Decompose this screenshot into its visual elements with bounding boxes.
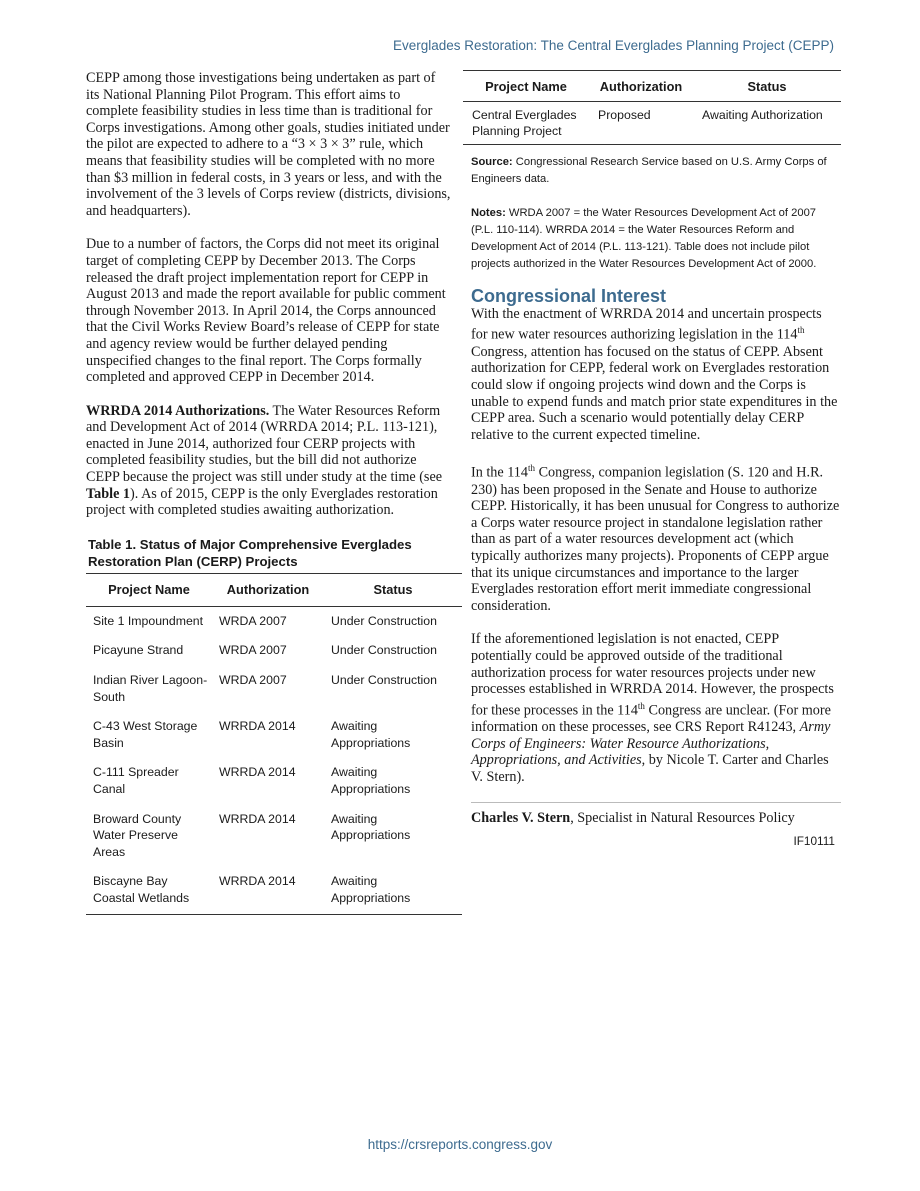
table-cell: WRDA 2007 bbox=[219, 673, 287, 688]
note-text: Congressional Research Service based on U.S. Army Corps of Engineers data. bbox=[471, 155, 827, 185]
table-cell: Biscayne Bay Coastal Wetlands bbox=[86, 867, 212, 914]
footer-url-link[interactable]: https://crsreports.congress.gov bbox=[367, 1137, 553, 1152]
table-cell: Proposed bbox=[589, 102, 693, 145]
table-cell: Awaiting Appropriations bbox=[324, 867, 462, 914]
author-title: , Specialist in Natural Resources Policy bbox=[570, 810, 795, 827]
table-cell: WRRDA 2014 bbox=[219, 811, 296, 826]
author-line bbox=[471, 802, 841, 827]
paragraph-text: The Water Resources Reform and Development Act of 2014 (WRRDA 2014; P.L. 113-121), enacted in June 2014, authorized four CERP projects with completed feasibility studies, but the bill did not authorize CEPP because the project was still under study at the time (see bbox=[86, 402, 443, 486]
column-header: Authorization bbox=[212, 573, 324, 606]
table-cell: Awaiting Authorization bbox=[693, 102, 841, 145]
table-cell: Central Everglades Planning Project bbox=[463, 102, 589, 145]
table-cell: Awaiting Appropriations bbox=[331, 811, 411, 843]
note-label: Notes: bbox=[471, 206, 506, 219]
column-header: Status bbox=[324, 573, 462, 606]
body-paragraph bbox=[471, 306, 841, 443]
column-header: Project Name bbox=[463, 71, 589, 102]
cepp-table-continuation bbox=[463, 70, 841, 145]
table-cell: Site 1 Impoundment bbox=[93, 613, 204, 628]
column-header: Project Name bbox=[86, 573, 212, 606]
superscript: th bbox=[797, 325, 805, 336]
author-name: Charles V. Stern bbox=[471, 810, 571, 827]
column-header: Status bbox=[693, 71, 841, 102]
table-cell: Under Construction bbox=[331, 673, 437, 688]
paragraph-text: Congress are unclear. (For more information on these processes, see CRS Report R41243, bbox=[471, 702, 831, 736]
table-cell: WRDA 2007 bbox=[219, 643, 287, 658]
body-paragraph bbox=[471, 460, 841, 614]
table-row bbox=[86, 606, 462, 636]
body-paragraph bbox=[86, 403, 452, 519]
table-cell: C-111 Spreader Canal bbox=[93, 765, 179, 796]
table-cell: WRRDA 2014 bbox=[219, 719, 296, 734]
body-paragraph: CEPP among those investigations being undertaken as part of its National Planning Pilot Program. This effort aims to complete feasibility studies in less time than is traditional for Corps investigations. Among other goals, studies initiated under the pilot are expected to adhere to a “3 × 3 × 3” rule, which means that feasibility studies will be completed with no more than $3 million in federal costs, in 3 years or less, and with the involvement of the 3 levels of Corps review (districts, divisions, and headquarters). bbox=[86, 70, 451, 219]
paragraph-text: If the aforementioned legislation is not enacted, CEPP potentially could be approved outside of the traditional authorization process for water resources projects under new processes established in WRRDA 2014. However, the prospects for these processes in the 114 bbox=[471, 631, 834, 719]
superscript: th bbox=[637, 700, 645, 711]
left-column bbox=[86, 70, 452, 915]
table-cell: Picayune Strand bbox=[93, 643, 184, 658]
table-cell: WRRDA 2014 bbox=[219, 765, 296, 780]
table-row bbox=[463, 102, 841, 145]
table-cell: Under Construction bbox=[331, 613, 437, 628]
paragraph-text: In the 114 bbox=[471, 465, 528, 482]
column-header: Authorization bbox=[589, 71, 693, 102]
right-column bbox=[463, 70, 841, 848]
table-source-note bbox=[463, 154, 841, 188]
body-paragraph bbox=[471, 631, 841, 785]
table-cell: Indian River Lagoon-South bbox=[93, 673, 208, 704]
superscript: th bbox=[528, 463, 536, 474]
table-header-row bbox=[463, 71, 841, 102]
table-row bbox=[86, 805, 462, 868]
paragraph-text: Congress, companion legislation (S. 120 and H.R. 230) has been proposed in the Senate and House to authorize CEPP. Historically, it has been unusual for Congress to authorize a Corps water resource project in standalone legislation rather than as part of a water resources development act (which typically authorizes many projects). Proponents of CEPP argue that its unique circumstances and importance to the larger Everglades restoration effort merit immediate congressional consideration. bbox=[471, 465, 840, 614]
table-reference-link[interactable]: Table 1 bbox=[86, 485, 131, 502]
paragraph-text: ). As of 2015, CEPP is the only Everglades restoration project with completed studies awaiting authorization. bbox=[86, 485, 438, 519]
table-row bbox=[86, 712, 462, 758]
note-text: WRDA 2007 = the Water Resources Development Act of 2007 (P.L. 110-114). WRRDA 2014 = the Water Resources Reform and Development Act of 2014 (P.L. 113-121). Table does not include pilot projects authorized in the Water Resources Development Act of 2000. bbox=[471, 206, 817, 270]
cerp-projects-table bbox=[86, 573, 462, 915]
table-row bbox=[86, 666, 462, 712]
table-cell: WRDA 2007 bbox=[219, 613, 287, 628]
paragraph-heading: WRRDA 2014 Authorizations. bbox=[86, 402, 270, 419]
table-cell: Broward County Water Preserve Areas bbox=[93, 811, 182, 859]
document-id: IF10111 bbox=[793, 834, 835, 849]
running-header: Everglades Restoration: The Central Everglades Planning Project (CEPP) bbox=[393, 38, 834, 53]
table-row bbox=[86, 867, 462, 914]
paragraph-text: Congress, attention has focused on the status of CEPP. Absent authorization for CEPP, federal work on Everglades restoration could slow if ongoing projects wind down and the Corps is unable to expend funds and match prior state expenditures in the CEPP area. Such a scenario would potentially delay CERP relative to the current expected timeline. bbox=[471, 343, 838, 443]
section-heading: Congressional Interest bbox=[471, 285, 667, 306]
table-cell: C-43 West Storage Basin bbox=[93, 719, 198, 750]
table-cell: Awaiting Appropriations bbox=[331, 765, 411, 796]
paragraph-text: With the enactment of WRRDA 2014 and uncertain prospects for new water resources authorizing legislation in the 114 bbox=[471, 305, 822, 344]
table-caption: Table 1. Status of Major Comprehensive Everglades Restoration Plan (CERP) Projects bbox=[88, 536, 412, 569]
note-label: Source: bbox=[471, 155, 513, 168]
table-row bbox=[86, 636, 462, 666]
table-header-row bbox=[86, 573, 462, 606]
paragraph-text: , by Nicole T. Carter and Charles V. Stern). bbox=[471, 752, 829, 785]
table-notes bbox=[463, 205, 841, 273]
report-title: Army Corps of Engineers: Water Resource Authorizations, Appropriations, and Activities bbox=[471, 719, 831, 769]
table-cell: Under Construction bbox=[331, 643, 437, 658]
table-cell: Awaiting Appropriations bbox=[331, 719, 411, 750]
body-paragraph: Due to a number of factors, the Corps did not meet its original target of completing CEPP by December 2013. The Corps released the draft project implementation report for CEPP in August 2013 and made the report available for public comment through November 2013. In April 2014, the Corps announced that the Civil Works Review Board’s release of CEPP for state and agency review would be further delayed pending unspecified changes to the final report. The Corps formally completed and approved CEPP in December 2014. bbox=[86, 236, 446, 386]
table-cell: WRRDA 2014 bbox=[212, 867, 324, 914]
table-row bbox=[86, 758, 462, 804]
